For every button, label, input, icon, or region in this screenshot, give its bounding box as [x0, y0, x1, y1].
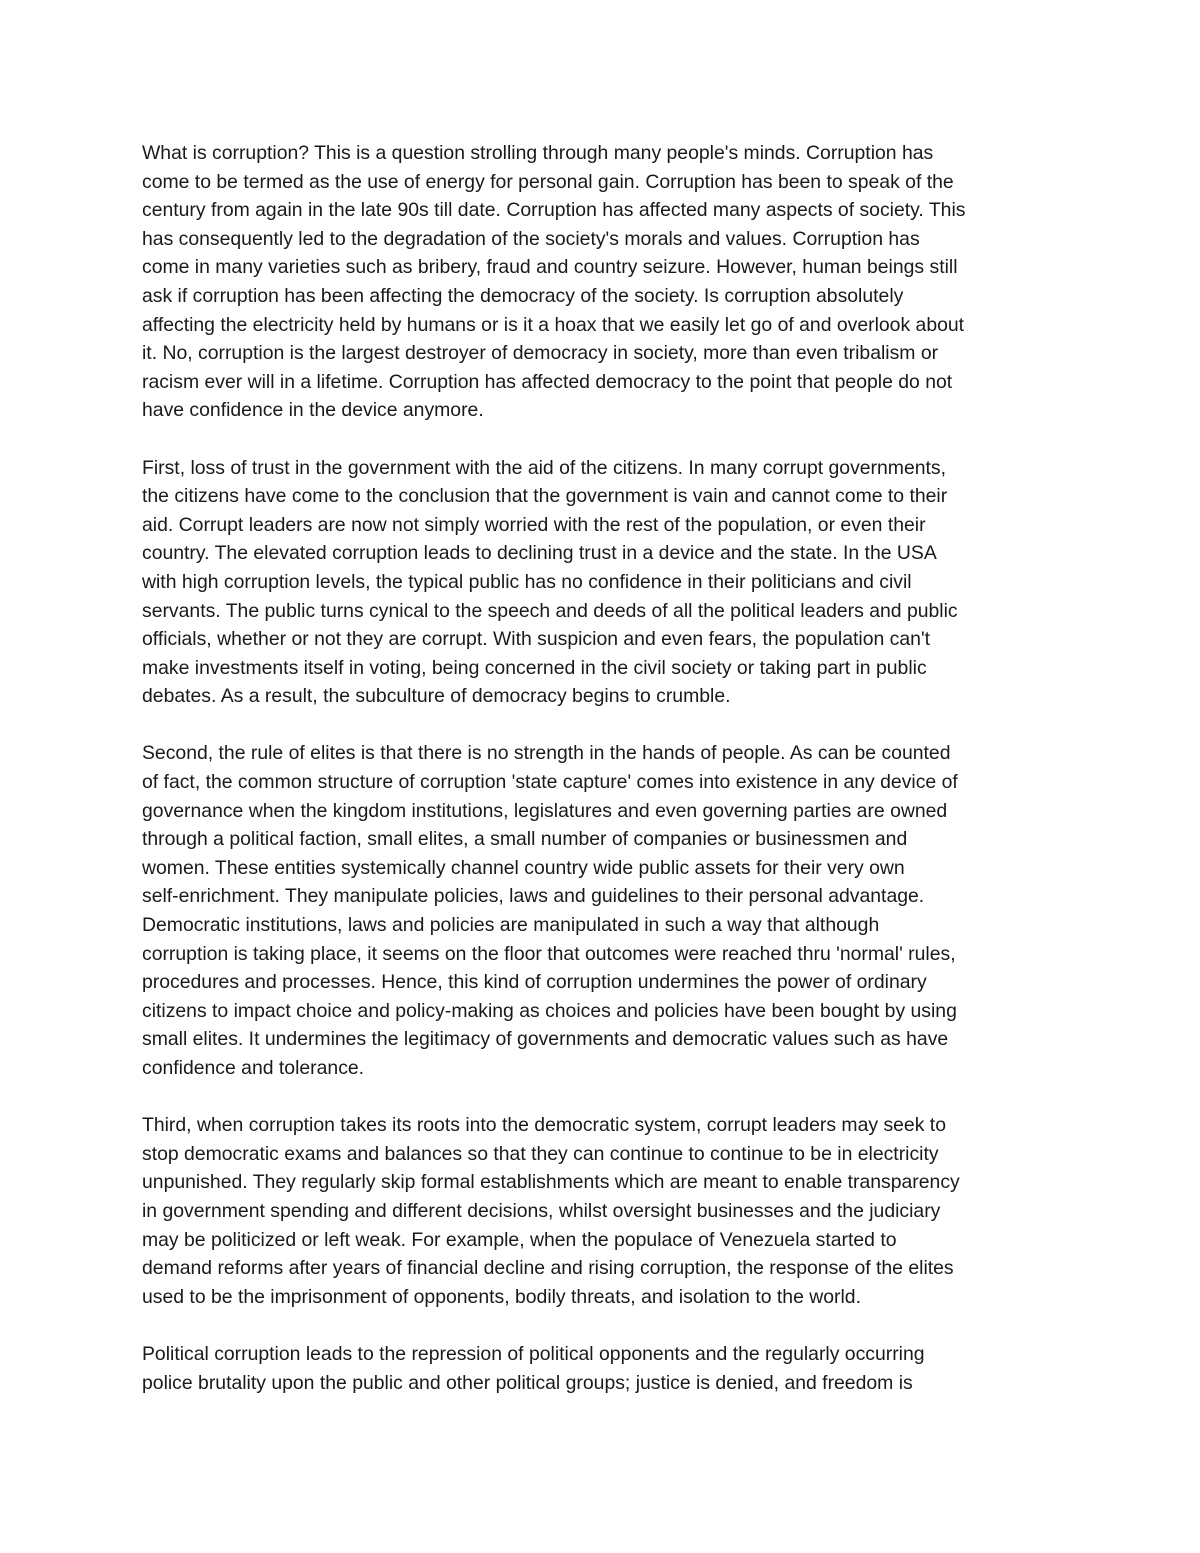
text-line: unpunished. They regularly skip formal establishments which are meant to enable transparency: [142, 1171, 960, 1194]
text-line: it. No, corruption is the largest destroyer of democracy in society, more than even tribalism or: [142, 342, 939, 365]
text-line: confidence and tolerance.: [142, 1057, 365, 1079]
text-line: affecting the electricity held by humans or is it a hoax that we easily let go of and overlook about: [142, 313, 965, 336]
paragraph: [142, 739, 1072, 1082]
text-line: First, loss of trust in the government with the aid of the citizens. In many corrupt governments,: [142, 456, 946, 479]
text-line: in government spending and different decisions, whilst oversight businesses and the judiciary: [142, 1199, 941, 1222]
document-body: [142, 139, 1072, 1426]
text-line: ask if corruption has been affecting the democracy of the society. Is corruption absolutely: [142, 284, 904, 307]
text-line: governance when the kingdom institutions, legislatures and even governing parties are owned: [142, 799, 948, 822]
paragraph: [142, 139, 1072, 425]
text-line: make investments itself in voting, being concerned in the civil society or taking part in public: [142, 656, 927, 679]
paragraph: [142, 454, 1072, 711]
text-line: debates. As a result, the subculture of democracy begins to crumble.: [142, 685, 731, 708]
text-line: small elites. It undermines the legitimacy of governments and democratic values such as have: [142, 1028, 949, 1051]
text-line: Second, the rule of elites is that there is no strength in the hands of people. As can be counted: [142, 742, 951, 765]
text-line: has consequently led to the degradation of the society's morals and values. Corruption has: [142, 227, 920, 250]
text-line: women. These entities systemically channel country wide public assets for their very own: [142, 856, 905, 879]
text-line: with high corruption levels, the typical public has no confidence in their politicians and civil: [142, 570, 912, 593]
text-line: self-enrichment. They manipulate policies, laws and guidelines to their personal advantage.: [142, 885, 925, 908]
text-line: the citizens have come to the conclusion that the government is vain and cannot come to their: [142, 485, 948, 508]
text-line: come to be termed as the use of energy for personal gain. Corruption has been to speak of the: [142, 170, 954, 193]
text-line: used to be the imprisonment of opponents, bodily threats, and isolation to the world.: [142, 1285, 861, 1308]
text-line: stop democratic exams and balances so that they can continue to continue to be in electricity: [142, 1142, 939, 1165]
text-line: Third, when corruption takes its roots into the democratic system, corrupt leaders may seek to: [142, 1114, 946, 1137]
text-line: demand reforms after years of financial decline and rising corruption, the response of the elites: [142, 1257, 954, 1280]
text-line: citizens to impact choice and policy-making as choices and policies have been bought by using: [142, 999, 957, 1022]
text-line: through a political faction, small elites, a small number of companies or businessmen and: [142, 828, 908, 851]
text-line: come in many varieties such as bribery, fraud and country seizure. However, human beings still: [142, 256, 958, 279]
text-line: aid. Corrupt leaders are now not simply worried with the rest of the population, or even their: [142, 513, 926, 536]
paragraph: [142, 1340, 1072, 1397]
paragraph: [142, 1111, 1072, 1311]
text-line: country. The elevated corruption leads to declining trust in a device and the state. In the USA: [142, 542, 937, 565]
text-line: have confidence in the device anymore.: [142, 399, 484, 422]
text-line: Political corruption leads to the repression of political opponents and the regularly occurring: [142, 1342, 925, 1365]
text-line: police brutality upon the public and other political groups; justice is denied, and freedom is: [142, 1371, 913, 1394]
text-line: may be politicized or left weak. For example, when the populace of Venezuela started to: [142, 1228, 897, 1251]
text-line: corruption is taking place, it seems on the floor that outcomes were reached thru 'normal' rules,: [142, 942, 956, 965]
text-line: officials, whether or not they are corrupt. With suspicion and even fears, the population can't: [142, 628, 931, 651]
text-line: procedures and processes. Hence, this kind of corruption undermines the power of ordinary: [142, 971, 927, 994]
text-line: What is corruption? This is a question strolling through many people's minds. Corruption has: [142, 142, 934, 164]
text-line: century from again in the late 90s till date. Corruption has affected many aspects of society. This: [142, 199, 966, 222]
text-line: racism ever will in a lifetime. Corruption has affected democracy to the point that people do not: [142, 370, 953, 393]
text-line: Democratic institutions, laws and policies are manipulated in such a way that although: [142, 914, 880, 937]
text-line: servants. The public turns cynical to the speech and deeds of all the political leaders and public: [142, 599, 958, 622]
text-line: of fact, the common structure of corruption 'state capture' comes into existence in any device of: [142, 771, 958, 794]
